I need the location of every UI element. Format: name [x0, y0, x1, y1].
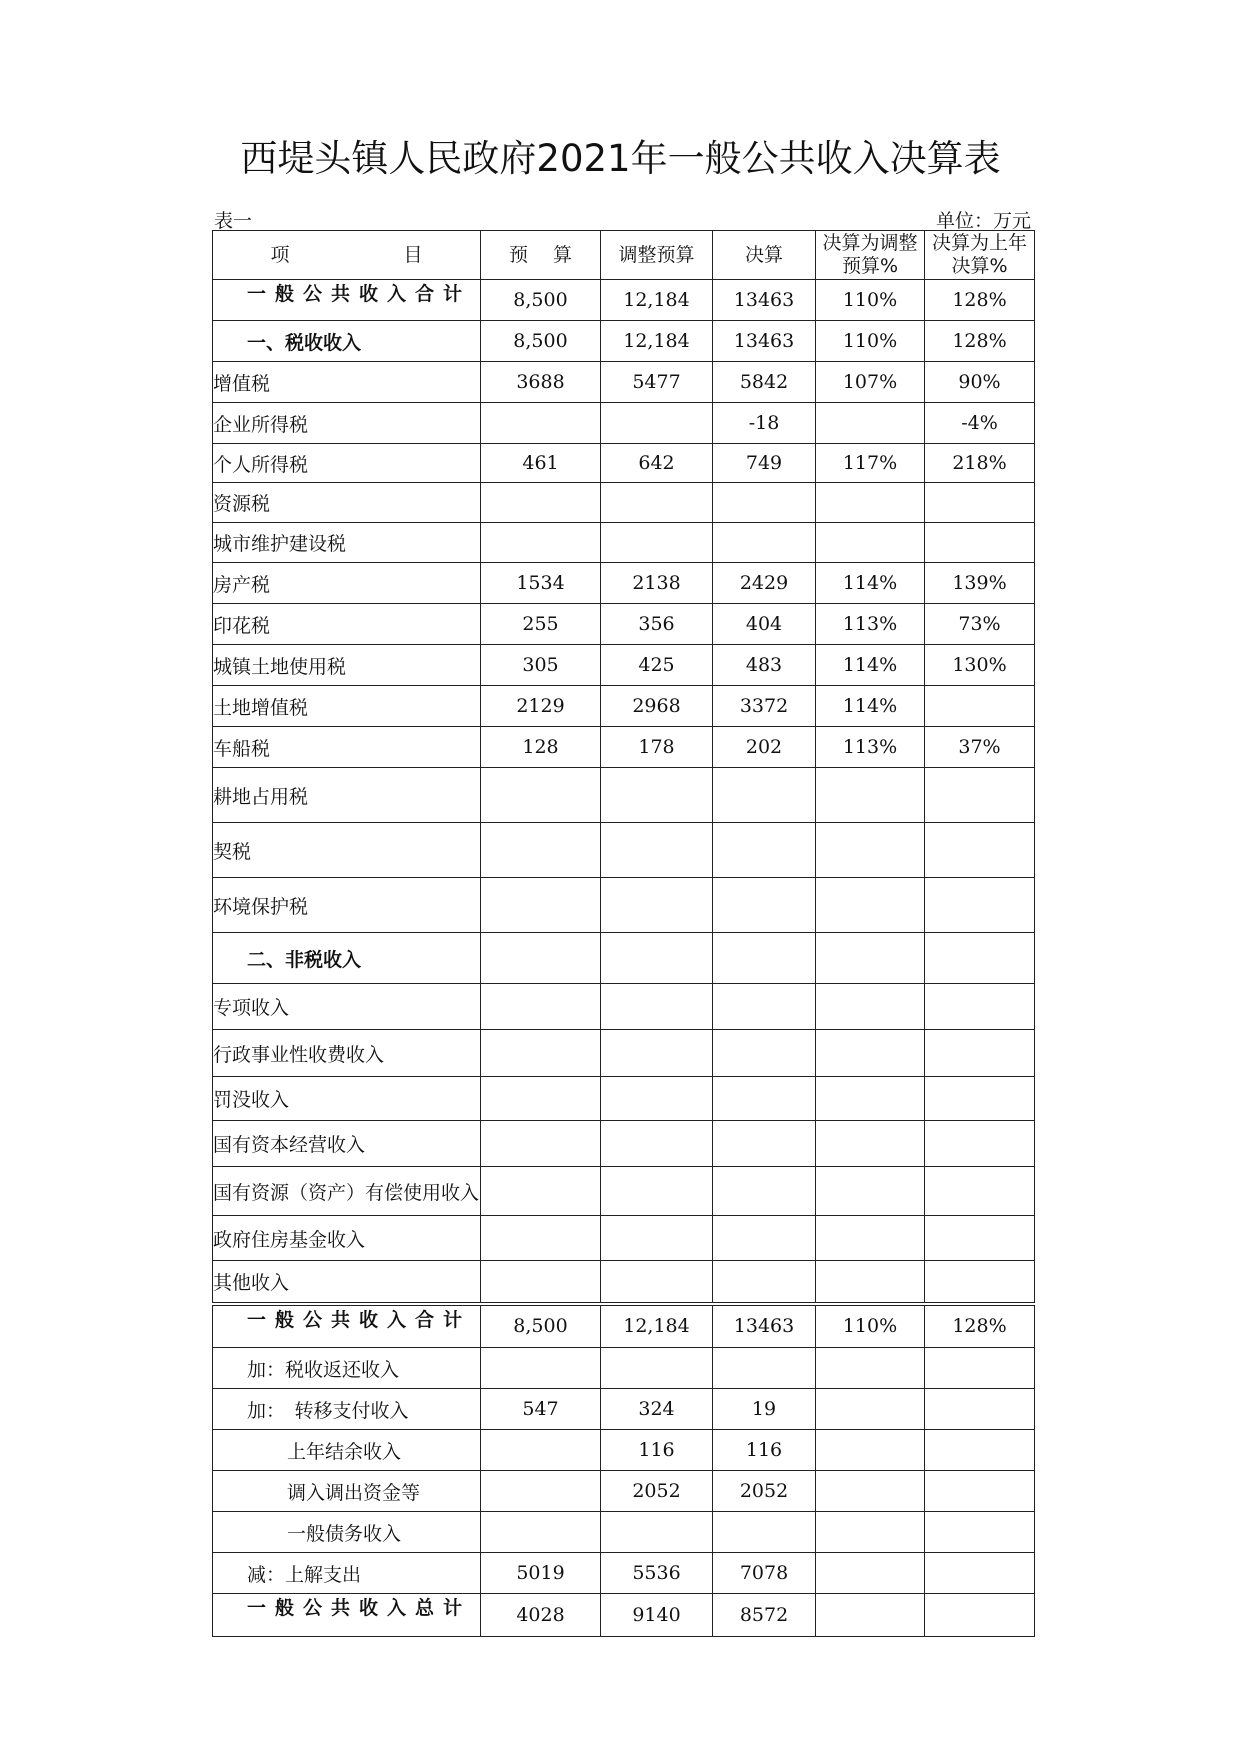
table-row	[213, 1471, 1035, 1512]
item-cell: 企业所得税	[213, 403, 481, 444]
final-cell: -18	[713, 403, 816, 444]
adjusted-budget-cell	[601, 1512, 713, 1553]
pct-adjusted-cell: 113%	[816, 604, 925, 645]
adjusted-budget-cell	[601, 1030, 713, 1077]
item-cell: 国有资源（资产）有偿使用收入	[213, 1167, 481, 1216]
pct-previous-cell	[925, 1030, 1035, 1077]
adjusted-budget-cell: 425	[601, 645, 713, 686]
adjusted-budget-cell: 12,184	[601, 280, 713, 321]
adjusted-budget-cell: 2138	[601, 563, 713, 604]
pct-previous-cell	[925, 1216, 1035, 1261]
adjusted-budget-cell	[601, 878, 713, 933]
final-cell	[713, 1512, 816, 1553]
table-row	[213, 1167, 1035, 1216]
table-row	[213, 1304, 1035, 1348]
pct-adjusted-cell	[816, 1594, 925, 1637]
pct-previous-cell	[925, 1167, 1035, 1216]
table-row	[213, 823, 1035, 878]
item-cell: 增值税	[213, 362, 481, 403]
adjusted-budget-cell: 642	[601, 444, 713, 483]
adjusted-budget-cell	[601, 1077, 713, 1121]
final-cell: 749	[713, 444, 816, 483]
table-row	[213, 1512, 1035, 1553]
item-cell: 资源税	[213, 483, 481, 523]
item-cell: 一般公共收入合计	[213, 1304, 481, 1348]
final-cell: 13463	[713, 280, 816, 321]
item-cell: 印花税	[213, 604, 481, 645]
pct-adjusted-cell	[816, 1077, 925, 1121]
pct-adjusted-cell: 114%	[816, 645, 925, 686]
pct-adjusted-cell	[816, 1430, 925, 1471]
table-row	[213, 933, 1035, 984]
item-cell: 土地增值税	[213, 686, 481, 727]
budget-cell	[481, 1261, 601, 1304]
adjusted-budget-cell	[601, 823, 713, 878]
pct-adjusted-cell	[816, 823, 925, 878]
table-row	[213, 1553, 1035, 1594]
pct-adjusted-cell: 117%	[816, 444, 925, 483]
final-cell	[713, 483, 816, 523]
pct-previous-cell: 128%	[925, 321, 1035, 362]
final-cell	[713, 1216, 816, 1261]
adjusted-budget-cell: 356	[601, 604, 713, 645]
final-cell: 2052	[713, 1471, 816, 1512]
pct-adjusted-cell	[816, 933, 925, 984]
budget-cell	[481, 1430, 601, 1471]
item-cell: 加： 转移支付收入	[213, 1389, 481, 1430]
pct-previous-cell	[925, 686, 1035, 727]
budget-cell	[481, 1167, 601, 1216]
adjusted-budget-cell: 12,184	[601, 1304, 713, 1348]
budget-cell: 4028	[481, 1594, 601, 1637]
pct-adjusted-cell	[816, 1348, 925, 1389]
adjusted-budget-cell	[601, 933, 713, 984]
table-row	[213, 563, 1035, 604]
final-cell	[713, 933, 816, 984]
final-cell	[713, 1121, 816, 1167]
pct-adjusted-cell: 110%	[816, 321, 925, 362]
final-cell: 202	[713, 727, 816, 768]
item-cell: 一、税收收入	[213, 321, 481, 362]
final-cell: 404	[713, 604, 816, 645]
pct-adjusted-cell	[816, 1553, 925, 1594]
unit-label: 单位：万元	[935, 210, 1031, 232]
pct-adjusted-cell	[816, 768, 925, 823]
pct-previous-cell	[925, 768, 1035, 823]
item-cell: 其他收入	[213, 1261, 481, 1304]
final-cell	[713, 984, 816, 1030]
budget-cell	[481, 878, 601, 933]
pct-previous-cell	[925, 1512, 1035, 1553]
final-cell	[713, 1030, 816, 1077]
pct-previous-cell	[925, 1121, 1035, 1167]
budget-cell: 305	[481, 645, 601, 686]
pct-previous-cell: 130%	[925, 645, 1035, 686]
pct-adjusted-cell	[816, 984, 925, 1030]
pct-previous-cell	[925, 1348, 1035, 1389]
item-cell: 行政事业性收费收入	[213, 1030, 481, 1077]
pct-previous-cell: 73%	[925, 604, 1035, 645]
budget-cell	[481, 1121, 601, 1167]
item-cell: 二、非税收入	[213, 933, 481, 984]
pct-previous-cell	[925, 1553, 1035, 1594]
final-cell: 8572	[713, 1594, 816, 1637]
final-cell	[713, 1167, 816, 1216]
final-cell: 19	[713, 1389, 816, 1430]
budget-cell	[481, 403, 601, 444]
pct-adjusted-cell: 114%	[816, 563, 925, 604]
pct-previous-cell	[925, 933, 1035, 984]
adjusted-budget-cell: 324	[601, 1389, 713, 1430]
budget-cell	[481, 523, 601, 563]
item-cell: 城镇土地使用税	[213, 645, 481, 686]
pct-adjusted-cell	[816, 403, 925, 444]
pct-previous-cell	[925, 878, 1035, 933]
pct-adjusted-cell: 114%	[816, 686, 925, 727]
budget-cell	[481, 768, 601, 823]
adjusted-budget-cell: 2052	[601, 1471, 713, 1512]
budget-cell	[481, 1077, 601, 1121]
pct-previous-cell	[925, 1389, 1035, 1430]
table-row	[213, 984, 1035, 1030]
adjusted-budget-cell	[601, 1216, 713, 1261]
adjusted-budget-cell	[601, 984, 713, 1030]
adjusted-budget-cell: 12,184	[601, 321, 713, 362]
pct-adjusted-cell: 107%	[816, 362, 925, 403]
item-cell: 城市维护建设税	[213, 523, 481, 563]
pct-previous-cell	[925, 1430, 1035, 1471]
final-cell: 13463	[713, 321, 816, 362]
final-cell	[713, 523, 816, 563]
pct-previous-cell	[925, 483, 1035, 523]
final-cell	[713, 878, 816, 933]
table-row	[213, 362, 1035, 403]
item-cell: 耕地占用税	[213, 768, 481, 823]
table-row	[213, 686, 1035, 727]
pct-previous-cell: 128%	[925, 280, 1035, 321]
budget-cell: 8,500	[481, 321, 601, 362]
adjusted-budget-cell	[601, 1348, 713, 1389]
budget-cell	[481, 1512, 601, 1553]
pct-adjusted-cell	[816, 1167, 925, 1216]
pct-previous-cell	[925, 984, 1035, 1030]
item-cell: 一般公共收入合计	[213, 280, 481, 321]
pct-adjusted-cell	[816, 1216, 925, 1261]
adjusted-budget-cell	[601, 483, 713, 523]
budget-cell	[481, 823, 601, 878]
table-row	[213, 444, 1035, 483]
table-row	[213, 604, 1035, 645]
header-final: 决算	[713, 231, 816, 280]
budget-cell	[481, 1471, 601, 1512]
final-cell	[713, 1261, 816, 1304]
budget-cell	[481, 1348, 601, 1389]
table-row	[213, 878, 1035, 933]
final-cell: 2429	[713, 563, 816, 604]
final-cell: 7078	[713, 1553, 816, 1594]
pct-previous-cell: 139%	[925, 563, 1035, 604]
final-cell	[713, 823, 816, 878]
item-cell: 罚没收入	[213, 1077, 481, 1121]
pct-adjusted-cell	[816, 483, 925, 523]
final-cell: 13463	[713, 1304, 816, 1348]
budget-cell	[481, 1030, 601, 1077]
item-cell: 减：上解支出	[213, 1553, 481, 1594]
item-cell: 契税	[213, 823, 481, 878]
adjusted-budget-cell	[601, 1121, 713, 1167]
table-label: 表一	[214, 210, 253, 232]
item-cell: 车船税	[213, 727, 481, 768]
adjusted-budget-cell	[601, 1167, 713, 1216]
pct-previous-cell	[925, 823, 1035, 878]
budget-cell: 547	[481, 1389, 601, 1430]
item-cell: 环境保护税	[213, 878, 481, 933]
table-row	[213, 768, 1035, 823]
pct-adjusted-cell	[816, 1471, 925, 1512]
pct-previous-cell: 128%	[925, 1304, 1035, 1348]
item-cell: 房产税	[213, 563, 481, 604]
pct-adjusted-cell	[816, 523, 925, 563]
budget-cell: 128	[481, 727, 601, 768]
item-cell: 上年结余收入	[213, 1430, 481, 1471]
item-cell: 加：税收返还收入	[213, 1348, 481, 1389]
adjusted-budget-cell	[601, 523, 713, 563]
pct-previous-cell	[925, 523, 1035, 563]
adjusted-budget-cell: 5536	[601, 1553, 713, 1594]
table-row	[213, 1348, 1035, 1389]
pct-previous-cell: 218%	[925, 444, 1035, 483]
item-cell: 个人所得税	[213, 444, 481, 483]
pct-adjusted-cell	[816, 878, 925, 933]
final-cell: 5842	[713, 362, 816, 403]
table-row	[213, 1030, 1035, 1077]
pct-adjusted-cell: 110%	[816, 280, 925, 321]
item-cell: 调入调出资金等	[213, 1471, 481, 1512]
adjusted-budget-cell: 5477	[601, 362, 713, 403]
table-row	[213, 483, 1035, 523]
header-adjusted-budget: 调整预算	[601, 231, 713, 280]
table-row	[213, 403, 1035, 444]
header-pct-previous: 决算为上年决算%	[925, 231, 1035, 280]
item-cell: 国有资本经营收入	[213, 1121, 481, 1167]
budget-cell: 2129	[481, 686, 601, 727]
table-row	[213, 1594, 1035, 1637]
final-cell	[713, 768, 816, 823]
adjusted-budget-cell	[601, 1261, 713, 1304]
pct-adjusted-cell: 110%	[816, 1304, 925, 1348]
budget-cell: 255	[481, 604, 601, 645]
pct-previous-cell: 90%	[925, 362, 1035, 403]
header-row	[213, 231, 1035, 280]
item-cell: 一般公共收入总计	[213, 1594, 481, 1637]
table-row	[213, 1261, 1035, 1304]
item-cell: 专项收入	[213, 984, 481, 1030]
table-row	[213, 1389, 1035, 1430]
pct-adjusted-cell	[816, 1261, 925, 1304]
table-row	[213, 1430, 1035, 1471]
table-row	[213, 280, 1035, 321]
pct-previous-cell	[925, 1077, 1035, 1121]
pct-previous-cell	[925, 1471, 1035, 1512]
pct-adjusted-cell	[816, 1512, 925, 1553]
budget-cell: 461	[481, 444, 601, 483]
budget-cell	[481, 933, 601, 984]
budget-cell	[481, 483, 601, 523]
adjusted-budget-cell: 2968	[601, 686, 713, 727]
final-cell: 116	[713, 1430, 816, 1471]
budget-cell	[481, 1216, 601, 1261]
table-row	[213, 1121, 1035, 1167]
pct-previous-cell: 37%	[925, 727, 1035, 768]
table-row	[213, 1216, 1035, 1261]
pct-previous-cell	[925, 1594, 1035, 1637]
header-pct-adjusted: 决算为调整预算%	[816, 231, 925, 280]
adjusted-budget-cell: 9140	[601, 1594, 713, 1637]
table-row	[213, 321, 1035, 362]
pct-previous-cell: -4%	[925, 403, 1035, 444]
page-title: 西堤头镇人民政府2021年一般公共收入决算表	[240, 137, 1001, 180]
pct-adjusted-cell	[816, 1389, 925, 1430]
budget-cell: 8,500	[481, 280, 601, 321]
table-row	[213, 523, 1035, 563]
budget-cell: 5019	[481, 1553, 601, 1594]
header-budget: 预 算	[481, 231, 601, 280]
adjusted-budget-cell: 116	[601, 1430, 713, 1471]
item-cell: 政府住房基金收入	[213, 1216, 481, 1261]
budget-cell: 8,500	[481, 1304, 601, 1348]
pct-adjusted-cell	[816, 1030, 925, 1077]
final-cell: 483	[713, 645, 816, 686]
adjusted-budget-cell	[601, 768, 713, 823]
final-cell	[713, 1348, 816, 1389]
adjusted-budget-cell: 178	[601, 727, 713, 768]
final-cell	[713, 1077, 816, 1121]
item-cell: 一般债务收入	[213, 1512, 481, 1553]
adjusted-budget-cell	[601, 403, 713, 444]
header-item: 项 目	[213, 231, 481, 280]
budget-cell: 1534	[481, 563, 601, 604]
table-row	[213, 645, 1035, 686]
table-row	[213, 727, 1035, 768]
pct-previous-cell	[925, 1261, 1035, 1304]
pct-adjusted-cell: 113%	[816, 727, 925, 768]
table-row	[213, 1077, 1035, 1121]
revenue-table	[212, 230, 1035, 1637]
budget-cell: 3688	[481, 362, 601, 403]
budget-cell	[481, 984, 601, 1030]
pct-adjusted-cell	[816, 1121, 925, 1167]
final-cell: 3372	[713, 686, 816, 727]
